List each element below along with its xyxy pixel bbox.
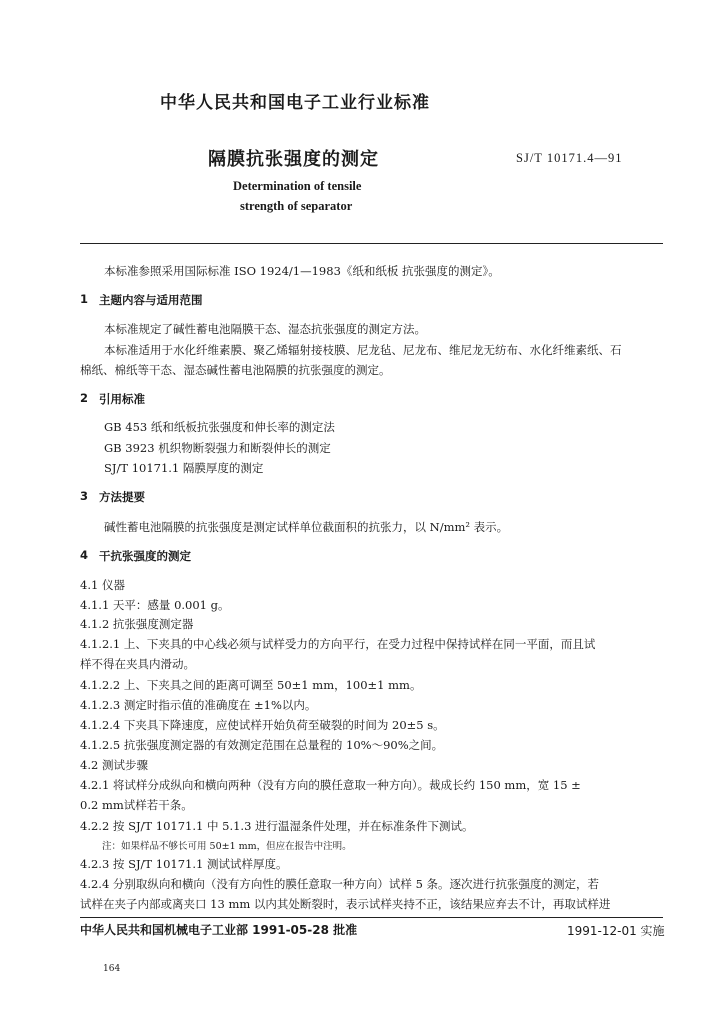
english-title-line1: Determination of tensile (233, 179, 362, 193)
section-4-title: 干抗张强度的测定 (99, 549, 191, 563)
clause-4-1: 4.1 仪器 (80, 578, 125, 592)
section-2-title: 引用标准 (99, 392, 145, 406)
section-4-number: 4 (80, 548, 89, 562)
section-1-paragraph-1: 本标准规定了碱性蓄电池隔膜干态、湿态抗张强度的测定方法。 (104, 322, 426, 336)
intro-paragraph: 本标准参照采用国际标准 ISO 1924/1—1983《纸和纸板 抗张强度的测定》。 (104, 264, 500, 278)
section-1-number: 1 (80, 292, 89, 306)
section-3-title: 方法提要 (99, 490, 145, 504)
clause-4-2-1b: 0.2 mm试样若干条。 (80, 798, 193, 812)
doc-title: 隔膜抗张强度的测定 (208, 149, 379, 170)
approval-line: 中华人民共和国机械电子工业部 1991-05-28 批准 (80, 923, 358, 937)
section-3-number: 3 (80, 489, 89, 503)
implementation-date: 1991-12-01 实施 (567, 924, 665, 938)
std-code: SJ/T 10171.4—91 (516, 151, 623, 165)
clause-4-1-2-5: 4.1.2.5 抗张强度测定器的有效测定范围在总量程的 10%～90%之间。 (80, 738, 444, 752)
reference-1: GB 453 纸和纸板抗张强度和伸长率的测定法 (104, 420, 335, 434)
page-number: 164 (103, 964, 121, 974)
org-title: 中华人民共和国电子工业行业标准 (160, 93, 430, 113)
clause-4-1-1: 4.1.1 天平：感量 0.001 g。 (80, 598, 230, 612)
english-title-line2: strength of separator (240, 199, 353, 213)
section-1-paragraph-2a: 本标准适用于水化纤维素膜、聚乙烯辐射接枝膜、尼龙毡、尼龙布、维尼龙无纺布、水化纤维素纸、石 (104, 343, 622, 357)
section-1-paragraph-2b: 棉纸、棉纸等干态、湿态碱性蓄电池隔膜的抗张强度的测定。 (80, 363, 391, 377)
clause-4-2-2: 4.2.2 按 SJ/T 10171.1 中 5.1.3 进行温湿条件处理，并在标准条件下测试。 (80, 819, 474, 833)
reference-3: SJ/T 10171.1 隔膜厚度的测定 (104, 461, 264, 475)
section-3-paragraph: 碱性蓄电池隔膜的抗张强度是测定试样单位截面积的抗张力，以 N/mm² 表示。 (104, 520, 509, 534)
clause-4-2: 4.2 测试步骤 (80, 758, 148, 772)
clause-4-2-3: 4.2.3 按 SJ/T 10171.1 测试试样厚度。 (80, 857, 288, 871)
reference-2: GB 3923 机织物断裂强力和断裂伸长的测定 (104, 441, 331, 455)
section-1-title: 主题内容与适用范围 (99, 293, 203, 307)
clause-4-1-2-1b: 样不得在夹具内滑动。 (80, 657, 195, 671)
clause-4-2-4a: 4.2.4 分别取纵向和横向（没有方向性的膜任意取一种方向）试样 5 条。逐次进行抗张强度的测定，若 (80, 877, 600, 891)
clause-4-2-2-note: 注：如果样品不够长可用 50±1 mm，但应在报告中注明。 (102, 841, 352, 852)
clause-4-2-1a: 4.2.1 将试样分成纵向和横向两种（没有方向的膜任意取一种方向）。裁成长约 150 mm，宽 15 ± (80, 778, 581, 792)
clause-4-1-2-3: 4.1.2.3 测定时指示值的准确度在 ±1%以内。 (80, 698, 317, 712)
clause-4-1-2: 4.1.2 抗张强度测定器 (80, 617, 194, 631)
footer-divider (80, 917, 663, 918)
header-divider (80, 243, 663, 244)
clause-4-1-2-1a: 4.1.2.1 上、下夹具的中心线必须与试样受力的方向平行，在受力过程中保持试样在同一平面，而且试 (80, 637, 596, 651)
section-2-number: 2 (80, 391, 89, 405)
clause-4-2-4b: 试样在夹子内部或离夹口 13 mm 以内其处断裂时，表示试样夹持不正，该结果应弃去不计，再取试样进 (80, 897, 611, 911)
clause-4-1-2-2: 4.1.2.2 上、下夹具之间的距离可调至 50±1 mm，100±1 mm。 (80, 678, 422, 692)
clause-4-1-2-4: 4.1.2.4 下夹具下降速度，应使试样开始负荷至破裂的时间为 20±5 s。 (80, 718, 445, 732)
